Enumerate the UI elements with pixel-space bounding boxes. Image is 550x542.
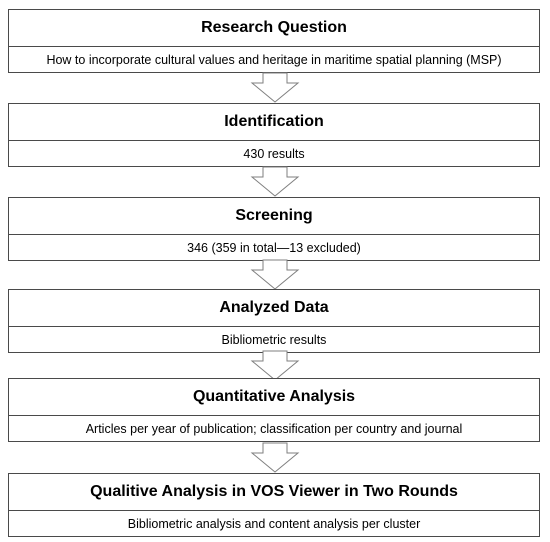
step-title: Qualitive Analysis in VOS Viewer in Two Rounds bbox=[9, 474, 539, 511]
step-screening bbox=[8, 197, 540, 261]
down-arrow-icon bbox=[250, 351, 300, 381]
step-title: Analyzed Data bbox=[9, 290, 539, 327]
step-quantitative-analysis bbox=[8, 378, 540, 442]
step-detail: Articles per year of publication; classification per country and journal bbox=[85, 421, 463, 436]
step-title: Identification bbox=[9, 104, 539, 141]
step-detail: 430 results bbox=[243, 146, 305, 161]
step-qualitive-analysis bbox=[8, 473, 540, 537]
step-identification bbox=[8, 103, 540, 167]
step-title: Research Question bbox=[9, 10, 539, 47]
step-detail: 346 (359 in total—13 excluded) bbox=[187, 240, 361, 255]
step-title: Quantitative Analysis bbox=[9, 379, 539, 416]
step-detail: Bibliometric results bbox=[221, 332, 327, 347]
down-arrow-icon bbox=[250, 73, 300, 103]
down-arrow-icon bbox=[250, 260, 300, 290]
step-research-question bbox=[8, 9, 540, 73]
down-arrow-icon bbox=[250, 443, 300, 473]
down-arrow-icon bbox=[250, 167, 300, 197]
step-detail: Bibliometric analysis and content analysis per cluster bbox=[127, 516, 421, 531]
step-analyzed-data bbox=[8, 289, 540, 353]
step-detail: How to incorporate cultural values and heritage in maritime spatial planning (MSP) bbox=[46, 52, 502, 67]
step-title: Screening bbox=[9, 198, 539, 235]
